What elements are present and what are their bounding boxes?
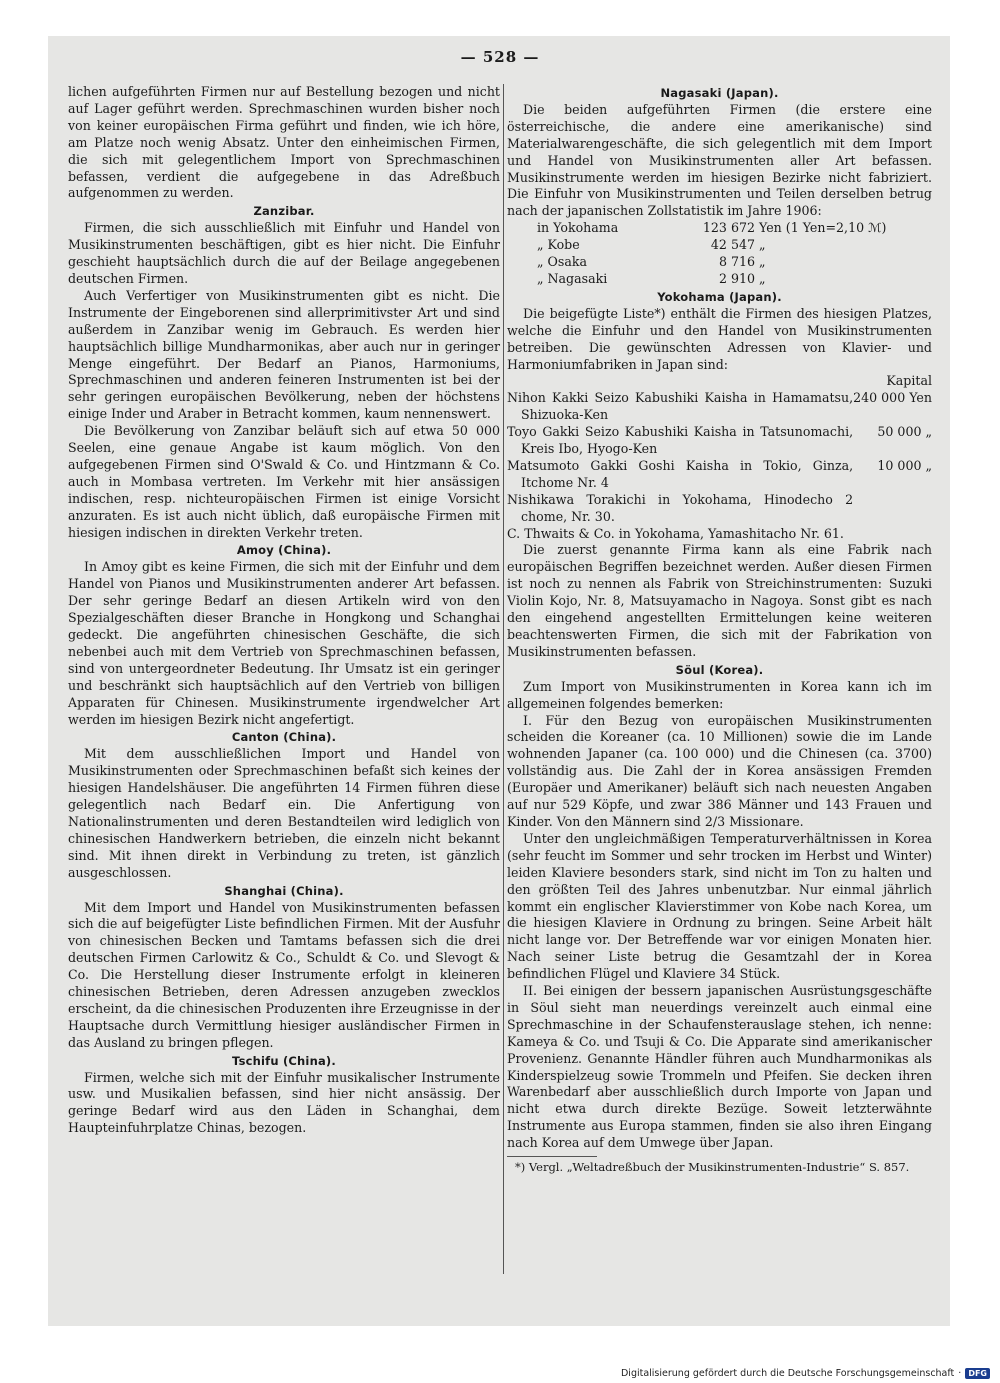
firm-name: Nihon Kakki Seizo Kabushiki Kaisha in Hamamatsu, Shizuoka-Ken (507, 390, 854, 423)
dfg-logo: DFG (965, 1368, 990, 1379)
paragraph: Firmen, welche sich mit der Einfuhr musikalischer Instrumente usw. und Musikalien befassen, sind hier nicht ansässig. Der geringe Bedarf wird aus den Läden in Schanghai, dem Haupteinfuhrplatze Chinas, bezogen. (68, 1069, 500, 1136)
table-cell: 8 716 (718, 254, 755, 270)
left-column (68, 84, 500, 1137)
paragraph: Auch Verfertiger von Musikinstrumenten gibt es nicht. Die Instrumente der Eingeborenen sind allerprimitivster Art und sind außerdem in Zanzibar wenig im Gebrauch. Es werden hier hauptsächlich billige Mundharmonikas, aber auch nur in geringer Menge eingeführt. Der Bedarf an Pianos, Harmoniums, Sprechmaschinen und anderen feineren Instrumenten ist bei der sehr geringen europäischen Bevölkerung, neben der höchstens einige Inder und Araber in Betracht kommen, kaum nennenswert. (68, 287, 500, 422)
customs-statistics-table (507, 220, 932, 288)
capital-header: Kapital (886, 373, 932, 389)
table-row (507, 220, 932, 237)
table-row (507, 271, 932, 288)
section-heading-shanghai: Shanghai (China). (224, 883, 344, 898)
table-header-row (507, 373, 932, 390)
section-heading-tschifu: Tschifu (China). (232, 1053, 336, 1068)
column-divider (503, 84, 504, 1274)
paragraph: Mit dem Import und Handel von Musikinstrumenten befassen sich die auf beigefügter Liste befindlichen Firmen. Mit der Ausfuhr von chinesischen Becken und Tamtams befassen sich die drei deutschen Firmen Carlowitz & Co., Schuldt & Co. und Slevogt & Co. Die Herstellung dieser Instrumente erfolgt in kleineren chinesischen Betrieben, deren Adressen anzugeben zwecklos erscheint, da die chinesischen Produzenten ihre Erzeugnisse in der Hauptsache durch Vermittlung hiesiger ausländischer Firmen in das Ausland zu bringen pflegen. (68, 899, 500, 1050)
firms-table (507, 373, 932, 542)
table-row (507, 458, 932, 492)
table-cell: „ (759, 270, 766, 286)
firm-capital: 240 000 Yen (853, 390, 932, 406)
table-row (507, 526, 932, 543)
firm-capital: 10 000 „ (877, 457, 932, 473)
table-row (507, 424, 932, 458)
firm-name: Nishikawa Torakichi in Yokohama, Hinodecho 2 chome, Nr. 30. (507, 491, 854, 524)
paragraph: In Amoy gibt es keine Firmen, die sich mit der Einfuhr und dem Handel von Pianos und Musikinstrumenten anderer Art befassen. Der sehr geringe Bedarf an diesen Artikeln wird von den Spezialgeschäften dieser Branche in Hongkong und Schanghai gedeckt. Die angeführten chinesischen Geschäfte, die sich nebenbei auch mit dem Vertrieb von Sprechmaschinen befassen, sind von untergeordneter Bedeutung. Ihr Umsatz ist ein geringer und beschränkt sich hauptsächlich auf den Vertrieb von billigen Apparaten für Chinesen. Musikinstrumente irgendwelcher Art werden im hiesigen Bezirk nicht angefertigt. (68, 559, 500, 727)
section-heading-yokohama: Yokohama (Japan). (657, 289, 782, 304)
footnote: *) Vergl. „Weltadreßbuch der Musikinstrumenten-Industrie“ S. 857. (515, 1160, 910, 1175)
section-heading-nagasaki: Nagasaki (Japan). (660, 86, 779, 100)
firm-capital: 50 000 „ (877, 424, 932, 440)
paragraph: Firmen, die sich ausschließlich mit Einfuhr und Handel von Musikinstrumenten beschäftigen, gibt es hier nicht. Die Einfuhr geschieht hauptsächlich durch die auf der Beilage angegebenen deutschen Firmen. (68, 220, 500, 286)
table-row (507, 237, 932, 254)
paragraph: Die beiden aufgeführten Firmen (die erstere eine österreichische, die andere eine amerikanische) sind Materialwarengeschäfte, die sich gelegentlich mit dem Import und Handel von Musikinstrumenten aller Art befassen. Musikinstrumente werden im hiesigen Bezirke nicht fabriziert. Die Einfuhr von Musikinstrumenten und Teilen derselben betrug nach der japanischen Zollstatistik im Jahre 1906: (507, 101, 932, 219)
paragraph: Die Bevölkerung von Zanzibar beläuft sich auf etwa 50 000 Seelen, eine genaue Angabe ist kaum möglich. Von den aufgegebenen Firmen sind O'Swald & Co. und Hintzmann & Co. auch in Mombasa vertreten. Im Verkehr mit hier ansässigen indischen, resp. nichteuropäischen Firmen ist einige Vorsicht anzuraten. Es ist auch nicht üblich, daß europäische Firmen mit hiesigen indischen in direkten Verkehr treten. (68, 423, 500, 540)
paragraph: Unter den ungleichmäßigen Temperaturverhältnissen in Korea (sehr feucht im Sommer und sehr trocken im Herbst und Winter) leiden Klaviere besonders stark, sind nicht im Ton zu halten und den größten Teil des Jahres unbenutzbar. Nur einmal jährlich kommt ein englischer Klavierstimmer von Kobe nach Korea, um die hiesigen Klaviere in Ordnung zu bringen. Seine Arbeit hält nicht lange vor. Der Betreffende war vor einigen Monaten hier. Nach seiner Liste betrug die Gesamtzahl der in Korea befindlichen Flügel und Klaviere 34 Stück. (507, 830, 932, 982)
footnote-rule (507, 1156, 597, 1157)
firm-name: Matsumoto Gakki Goshi Kaisha in Tokio, Ginza, Itchome Nr. 4 (507, 457, 854, 490)
right-column (507, 84, 932, 1175)
paragraph: I. Für den Bezug von europäischen Musikinstrumenten scheiden die Koreaner (ca. 10 Millionen) sowie die im Lande wohnenden Japaner (ca. 100 000) und die Chinesen (ca. 3700) vollständig aus. Die Zahl der in Korea ansässigen Fremden (Europäer und Amerikaner) beläuft sich nach neuesten Angaben auf nur 529 Köpfe, und zwar 386 Männer und 143 Frauen und Kinder. Von den Männern sind 2/3 Missionare. (507, 712, 932, 829)
section-heading-soul: Söul (Korea). (675, 662, 764, 677)
paragraph: Zum Import von Musikinstrumenten in Korea kann ich im allgemeinen folgendes bemerken: (507, 678, 932, 711)
table-row (507, 492, 932, 526)
section-heading-zanzibar: Zanzibar. (253, 204, 315, 219)
dash: · (958, 1368, 962, 1379)
paragraph: lichen aufgeführten Firmen nur auf Bestellung bezogen und nicht auf Lager geführt werden. Sprechmaschinen wurden bisher noch von keiner europäischen Firma geführt und finden, wie ich höre, am Platze noch wenig Absatz. Unter den einheimischen Firmen, die sich mit gelegentlichem Import von Sprechmaschinen befassen, verdient die aufgegebene in das Adreßbuch aufgenommen zu werden. (68, 84, 500, 201)
table-cell: „ (759, 254, 766, 270)
table-row (507, 254, 932, 271)
firm-name: C. Thwaits & Co. in Yokohama, Yamashitacho Nr. 61. (507, 525, 844, 541)
firm-name: Toyo Gakki Seizo Kabushiki Kaisha in Tatsunomachi, Kreis Ibo, Hyogo-Ken (507, 424, 854, 457)
firm-capital (853, 526, 932, 543)
digitization-credit (621, 1368, 990, 1379)
table-cell: 123 672 (702, 220, 755, 236)
section-heading-amoy: Amoy (China). (236, 543, 332, 558)
table-cell: 2 910 (718, 270, 755, 286)
table-cell: 42 547 (710, 237, 755, 253)
table-row (507, 390, 932, 424)
table-cell: „ (759, 237, 766, 253)
table-cell: Yen (1 Yen=2,10 ℳ) (759, 220, 887, 236)
credit-text: Digitalisierung gefördert durch die Deutsche Forschungsgemeinschaft (620, 1368, 955, 1379)
paragraph: II. Bei einigen der bessern japanischen Ausrüstungsgeschäfte in Söul sieht man neuerdings vereinzelt auch einmal eine Sprechmaschine in der Schaufensterauslage stehen, ich nenne: Kameya & Co. und Tsuji & Co. Die Apparate sind amerikanischer Provenienz. Genannte Händler führen auch Mundharmonikas als Kinderspielzeug sowie Trommeln und Pfeifen. Sie decken ihren Warenbedarf aber ausschließlich durch Importe von Japan und nicht etwa durch direkte Bezüge. Soweit letzterwähnte Instrumente aus Europa stammen, finden sie also ihren Eingang nach Korea auf dem Umwege über Japan. (507, 983, 932, 1151)
table-cell: in Yokohama (537, 220, 619, 236)
paragraph: Die zuerst genannte Firma kann als eine Fabrik nach europäischen Begriffen bezeichnet werden. Außer diesen Firmen ist noch zu nennen als Fabrik von Streichinstrumenten: Suzuki Violin Kojo, Nr. 8, Matsuyamacho in Nagoya. Sonst gibt es nach den eingehend angestellten Ermittelungen keine weiteren beachtenswerten Firmen, die sich mit der Fabrikation von Musikinstrumenten befassen. (507, 542, 932, 659)
table-cell: „ Nagasaki (537, 270, 608, 286)
firm-capital (853, 492, 932, 526)
section-heading-canton: Canton (China). (231, 730, 337, 745)
paragraph: Die beigefügte Liste*) enthält die Firmen des hiesigen Platzes, welche die Einfuhr und den Handel von Musikinstrumenten betreiben. Die gewünschten Adressen von Klavier- und Harmoniumfabriken in Japan sind: (507, 305, 932, 372)
paragraph: Mit dem ausschließlichen Import und Handel von Musikinstrumenten oder Sprechmaschinen befaßt sich keines der hiesigen Handelshäuser. Die angeführten 14 Firmen führen diese gelegentlich nach Bedarf ein. Die Anfertigung von Nationalinstrumenten und deren Bestandteilen wird lediglich von chinesischen Handwerkern betrieben, die einzeln nicht bekannt sind. Mit ihnen direkt in Verbindung zu treten, ist gänzlich ausgeschlossen. (68, 746, 500, 880)
page-number: — 528 — (460, 48, 540, 66)
table-cell: „ Kobe (537, 237, 580, 253)
table-cell: „ Osaka (537, 254, 587, 270)
